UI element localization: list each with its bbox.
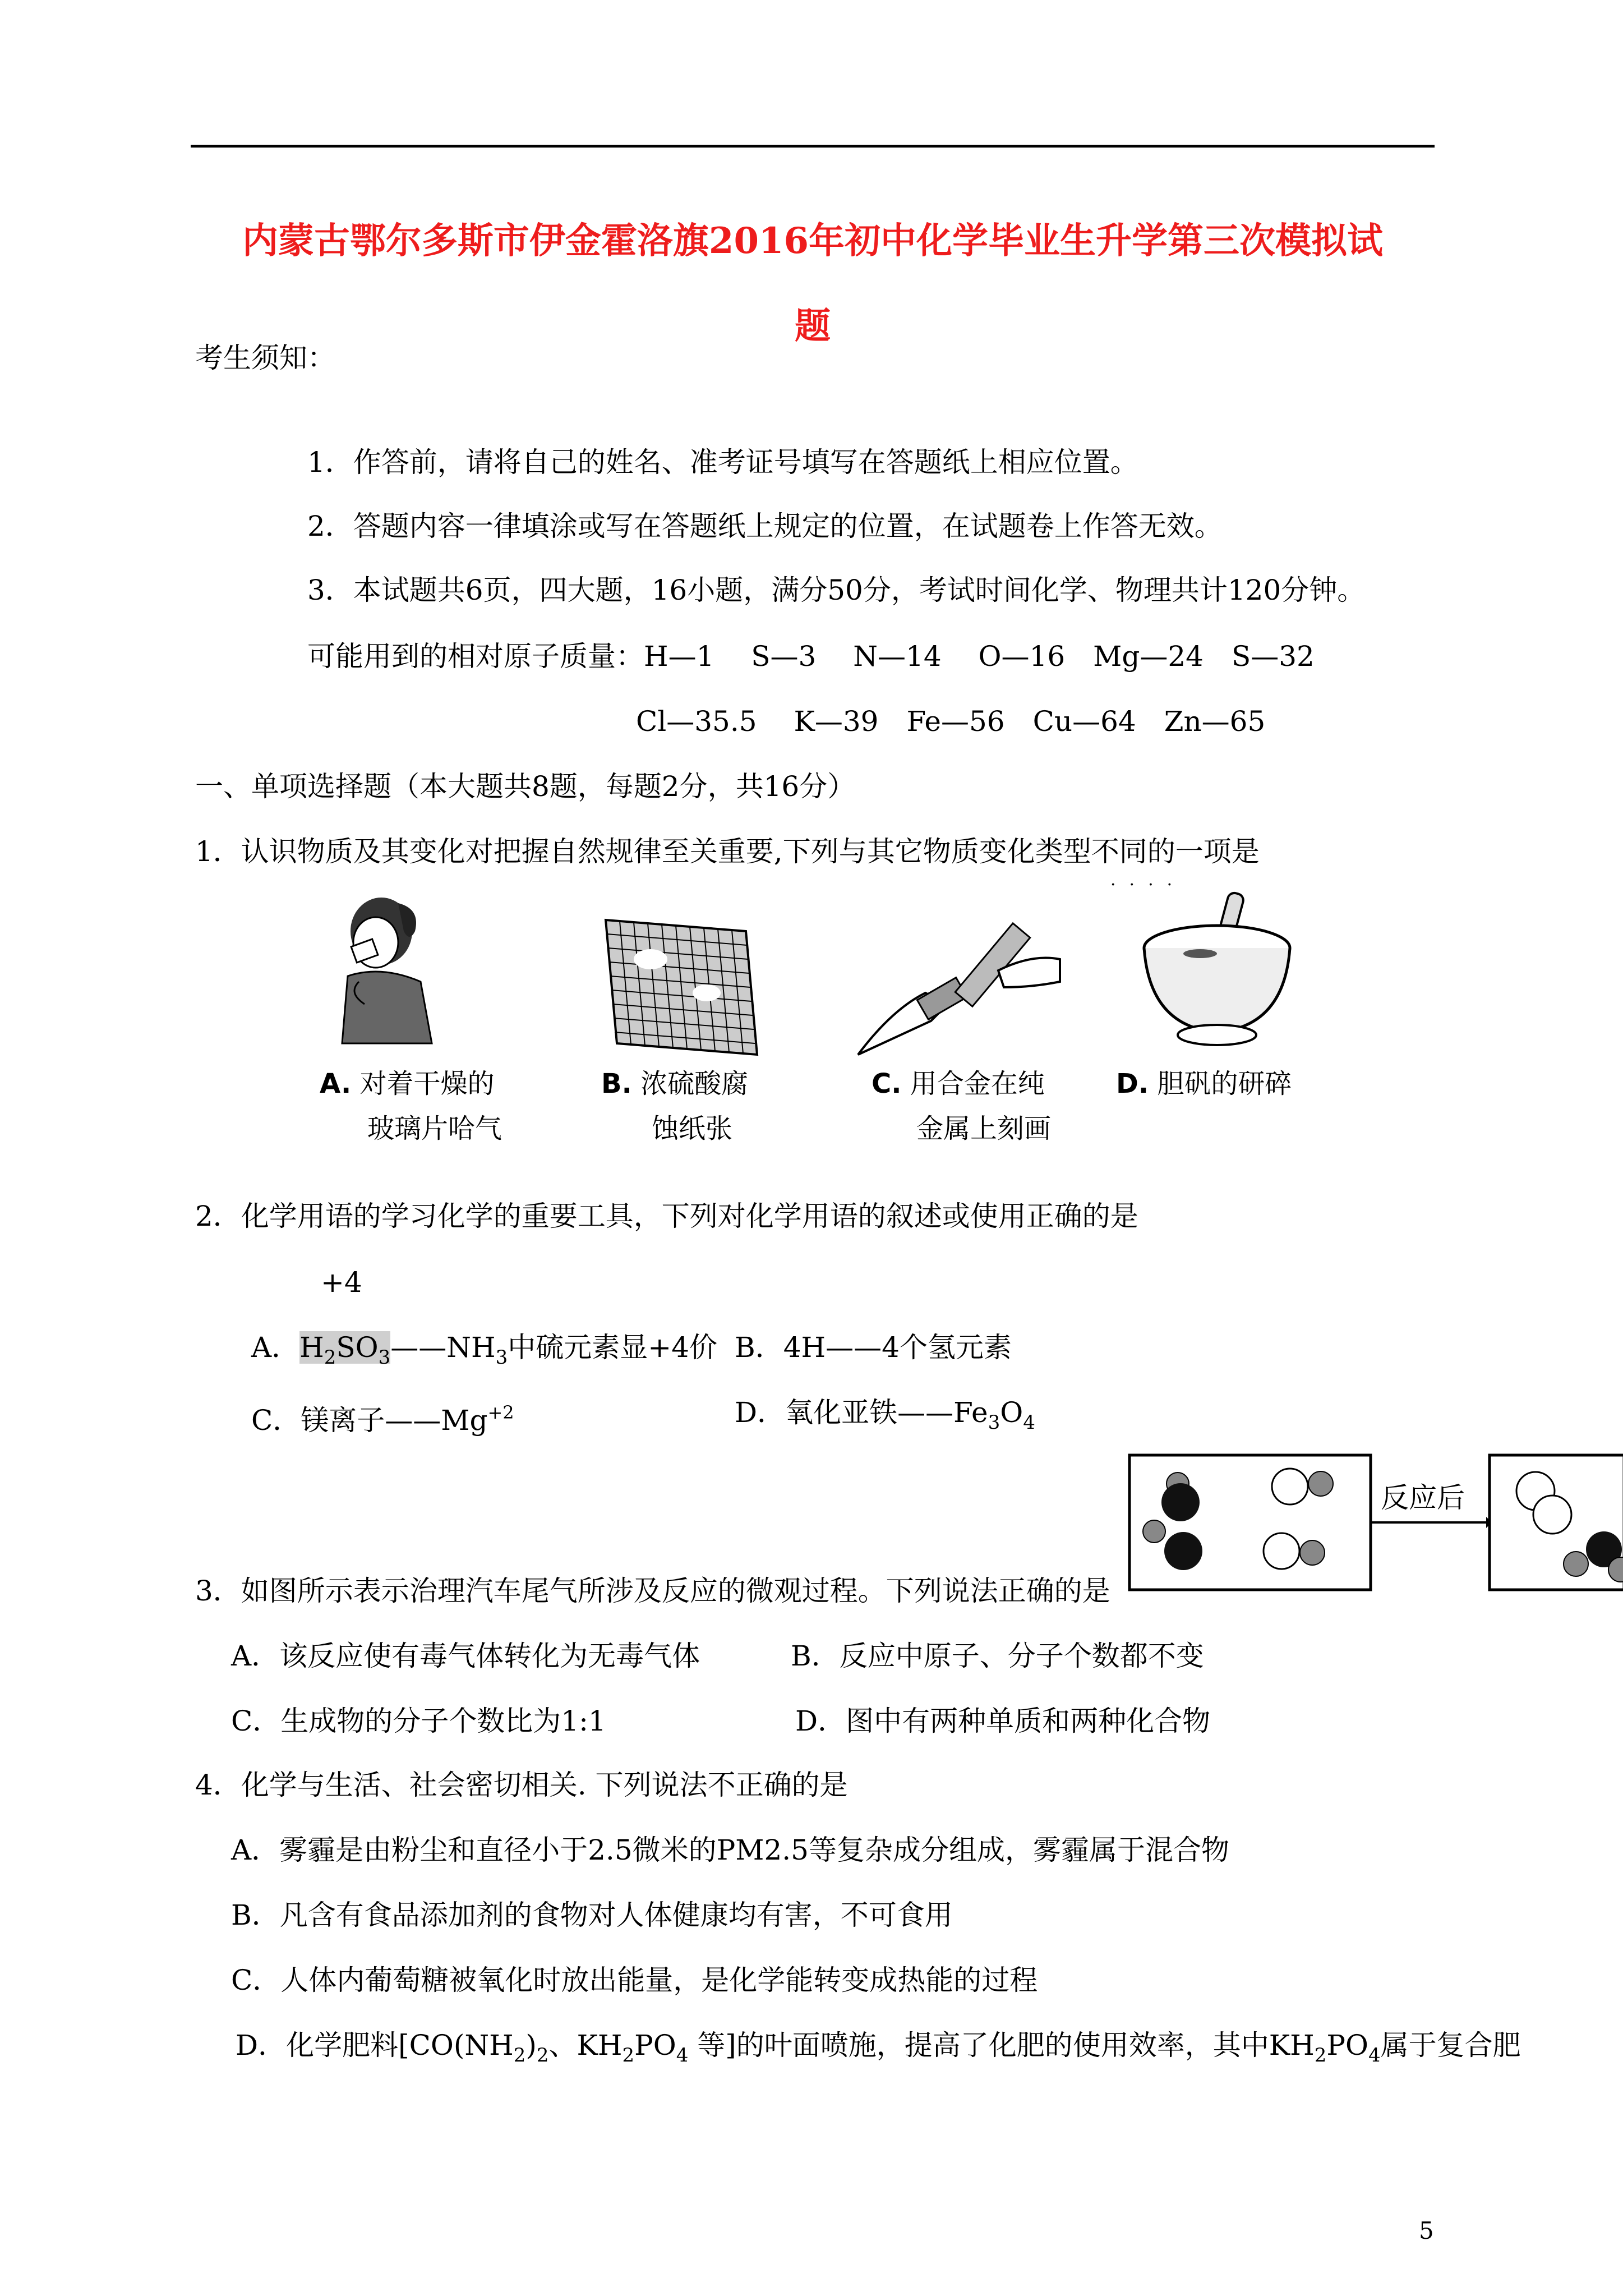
q1-option-d: D. 胆矾的研碎 <box>1116 1068 1292 1099</box>
q2-option-b: B．4H——4个氢元素 <box>735 1331 1012 1364</box>
q1-option-a: A. 对着干燥的 <box>320 1068 495 1099</box>
atomic-mass-line-1: 可能用到的相对原子质量：H—1 S—3 N—14 O—16 Mg—24 S—32 <box>307 640 1315 673</box>
q1-option-b: B. 浓硫酸腐 <box>601 1068 749 1099</box>
title-line-2: 题 <box>795 305 831 347</box>
atomic-mass-line-2: Cl—35.5 K—39 Fe—56 Cu—64 Zn—65 <box>636 705 1266 738</box>
metal-scratch-illustration <box>852 903 1066 1066</box>
emphasis-dots: ···· <box>1110 875 1186 895</box>
q3-option-c: C．生成物的分子个数比为1:1 <box>231 1705 606 1737</box>
notice-heading: 考生须知： <box>195 342 335 374</box>
q3-option-a: A．该反应使有毒气体转化为无毒气体 <box>231 1640 700 1672</box>
notice-item-3: 3．本试题共6页，四大题，16小题，满分50分，考试时间化学、物理共计120分钟。 <box>307 574 1366 606</box>
q4-stem: 4．化学与生活、社会密切相关. 下列说法不正确的是 <box>195 1769 848 1801</box>
section-1-heading: 一、单项选择题（本大题共8题，每题2分，共16分） <box>195 770 856 803</box>
header-rule <box>191 145 1435 148</box>
q4-option-b: B．凡含有食品添加剂的食物对人体健康均有害，不可食用 <box>231 1899 953 1931</box>
q1-option-c: C. 用合金在纯 <box>872 1068 1045 1099</box>
q2-stem: 2．化学用语的学习化学的重要工具，下列对化学用语的叙述或使用正确的是 <box>195 1200 1138 1232</box>
page-number: 5 <box>1419 2217 1434 2244</box>
q3-option-b: B．反应中原子、分子个数都不变 <box>791 1640 1204 1672</box>
q3-stem: 3．如图所示表示治理汽车尾气所涉及反应的微观过程。下列说法正确的是 <box>195 1575 1110 1607</box>
q2-option-c: C．镁离子$——Mg^{+2}$ <box>251 1402 514 1437</box>
q1-option-a-line2: 玻璃片哈气 <box>367 1113 502 1144</box>
q4-option-a: A．雾霾是由粉尘和直径小于2.5微米的PM2.5等复杂成分组成，雾霾属于混合物 <box>231 1834 1229 1866</box>
q4-option-c: C．人体内葡萄糖被氧化时放出能量，是化学能转变成热能的过程 <box>231 1964 1038 1996</box>
notice-item-2: 2．答题内容一律填涂或写在答题纸上规定的位置，在试题卷上作答无效。 <box>307 510 1223 542</box>
notice-item-1: 1．作答前，请将自己的姓名、准考证号填写在答题纸上相应位置。 <box>307 446 1138 478</box>
girl-breathing-illustration <box>314 886 460 1049</box>
q1-option-b-line2: 蚀纸张 <box>652 1113 733 1144</box>
title-line-1: 内蒙古鄂尔多斯市伊金霍洛旗2016年初中化学毕业生升学第三次模拟试 <box>242 220 1384 262</box>
q2-option-a: A．$H_2SO_3——NH_3$中硫元素显+4价 <box>251 1331 717 1369</box>
paper-grid-illustration <box>594 909 763 1066</box>
q1-stem: 1．认识物质及其变化对把握自然规律至关重要,下列与其它物质变化类型不同的一项是 <box>195 835 1260 868</box>
reaction-arrow-label: 反应后 <box>1381 1481 1465 1514</box>
q4-option-d: D．化学肥料[$CO(NH_2)_2$、$KH_2PO_4$ 等]的叶面喷施，提高了化肥的使用效率，其中$KH_2PO_4$属于复合肥 <box>236 2029 1521 2067</box>
q3-option-d: D．图中有两种单质和两种化合物 <box>795 1705 1211 1737</box>
q2-valence-mark: +4 <box>321 1266 362 1299</box>
mortar-pestle-illustration <box>1138 886 1301 1055</box>
reaction-microscopic-diagram <box>1127 1453 1623 1593</box>
q1-option-c-line2: 金属上刻画 <box>916 1113 1052 1144</box>
q2-option-d: D．氧化亚铁$——Fe_3O_4$ <box>735 1396 1035 1434</box>
